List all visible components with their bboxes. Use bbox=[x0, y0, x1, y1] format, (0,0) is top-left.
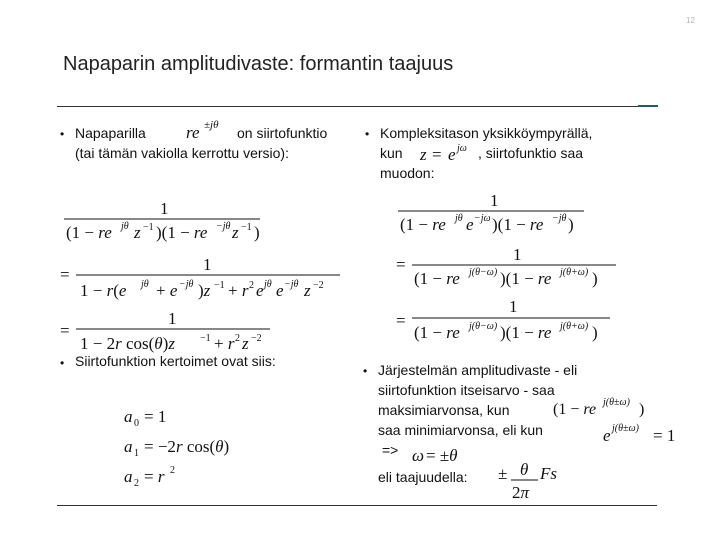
svg-text:z: z bbox=[420, 145, 427, 164]
svg-text:e: e bbox=[256, 281, 264, 300]
svg-text:=: = bbox=[60, 321, 70, 340]
svg-text:1: 1 bbox=[513, 245, 522, 264]
right-bullet2-arrow: => bbox=[382, 442, 399, 458]
svg-text:): ) bbox=[592, 323, 598, 342]
svg-text:j(θ+ω): j(θ+ω) bbox=[560, 321, 589, 332]
svg-text:1: 1 bbox=[490, 191, 499, 210]
right-bullet1-line2-suffix: , siirtofunktio saa bbox=[478, 145, 584, 161]
svg-text:jω: jω bbox=[457, 143, 467, 154]
svg-text:)(1 − re: )(1 − re bbox=[500, 269, 552, 288]
left-equation-1 bbox=[64, 198, 274, 242]
svg-text:1: 1 bbox=[203, 255, 212, 274]
title-divider bbox=[57, 106, 657, 107]
svg-text:+ e: + e bbox=[156, 281, 178, 300]
svg-text:+ r: + r bbox=[228, 281, 249, 300]
svg-text:−2: −2 bbox=[251, 333, 262, 344]
svg-text:): ) bbox=[639, 401, 645, 418]
right-equation-3 bbox=[396, 296, 621, 346]
left-bullet2: Siirtofunktion kertoimet ovat siis: bbox=[75, 353, 276, 369]
svg-text:e: e bbox=[603, 426, 611, 445]
svg-text:−jω: −jω bbox=[474, 213, 491, 224]
right-bullet2-line6: eli taajuudella: bbox=[378, 469, 468, 485]
svg-text:2: 2 bbox=[235, 333, 240, 344]
svg-text:2: 2 bbox=[249, 280, 254, 291]
svg-text:1 − r(e: 1 − r(e bbox=[80, 281, 127, 300]
svg-text:−jθ: −jθ bbox=[552, 213, 567, 224]
svg-text:(1 − re: (1 − re bbox=[400, 215, 446, 234]
right-bullet1-kun: kun bbox=[380, 145, 403, 161]
svg-text:±jθ: ±jθ bbox=[204, 119, 219, 131]
svg-text:a: a bbox=[124, 437, 133, 456]
right-bullet2-line2: siirtofunktion itseisarvo - saa bbox=[378, 382, 555, 398]
svg-text:−jθ: −jθ bbox=[284, 279, 299, 290]
right-bullet1-line3: muodon: bbox=[380, 165, 435, 181]
svg-text:z: z bbox=[232, 223, 239, 242]
right-bullet2-line3: maksimiarvonsa, kun bbox=[378, 402, 510, 418]
svg-text:±: ± bbox=[498, 464, 508, 483]
omega-expression bbox=[410, 444, 480, 468]
bullet-marker: • bbox=[365, 127, 370, 141]
page-number: 12 bbox=[686, 16, 695, 25]
svg-text:jθ: jθ bbox=[141, 279, 149, 290]
svg-text:z: z bbox=[242, 334, 249, 353]
min-factor-expression bbox=[551, 396, 651, 420]
svg-text:=: = bbox=[432, 145, 442, 164]
svg-text:1: 1 bbox=[509, 297, 518, 316]
slide-title: Napaparin amplitudivaste: formantin taajuus bbox=[63, 53, 454, 75]
svg-text:= 1: = 1 bbox=[653, 426, 676, 445]
svg-text:z: z bbox=[134, 223, 141, 242]
svg-text:1: 1 bbox=[168, 309, 177, 328]
svg-text:(1 − re: (1 − re bbox=[414, 323, 460, 342]
left-bullet1-suffix: on siirtofunktio bbox=[237, 125, 328, 141]
svg-text:j(θ+ω): j(θ+ω) bbox=[560, 267, 589, 278]
svg-text:j(θ−ω): j(θ−ω) bbox=[469, 321, 498, 332]
svg-text:−jθ: −jθ bbox=[179, 279, 194, 290]
svg-text:)(1 − re: )(1 − re bbox=[500, 323, 552, 342]
svg-text:e: e bbox=[448, 145, 456, 164]
svg-text:2π: 2π bbox=[512, 483, 530, 502]
svg-text:Fs: Fs bbox=[540, 464, 557, 483]
svg-text:jθ: jθ bbox=[264, 279, 272, 290]
svg-text:a: a bbox=[124, 407, 133, 426]
svg-text:= r: = r bbox=[144, 467, 165, 486]
left-equation-2 bbox=[60, 254, 345, 300]
svg-text:(1 − re: (1 − re bbox=[414, 269, 460, 288]
left-bullet1-line2: (tai tämän vakiolla kerrottu versio): bbox=[75, 145, 289, 161]
svg-text:(1 − re: (1 − re bbox=[553, 401, 597, 418]
svg-text:=: = bbox=[396, 255, 406, 274]
left-bullet1-prefix: Napaparilla bbox=[75, 125, 146, 141]
svg-text:)z: )z bbox=[198, 281, 211, 300]
svg-text:−1: −1 bbox=[143, 222, 154, 233]
svg-text:e: e bbox=[276, 281, 284, 300]
bullet-marker: • bbox=[363, 364, 368, 378]
svg-text:θ: θ bbox=[520, 460, 529, 479]
right-bullet2-line4: saa minimiarvonsa, eli kun bbox=[378, 422, 543, 438]
svg-text:−jθ: −jθ bbox=[216, 221, 231, 232]
title-divider-accent bbox=[638, 105, 658, 107]
svg-text:= 1: = 1 bbox=[144, 407, 167, 426]
svg-text:−1: −1 bbox=[200, 333, 211, 344]
right-bullet2-line1: Järjestelmän amplitudivaste - eli bbox=[378, 362, 578, 378]
svg-text:+ r: + r bbox=[214, 334, 235, 353]
bullet-marker: • bbox=[60, 356, 65, 370]
left-equation-3 bbox=[60, 308, 280, 354]
svg-text:2: 2 bbox=[170, 465, 175, 476]
bottom-divider bbox=[57, 505, 657, 506]
svg-text:−1: −1 bbox=[214, 280, 225, 291]
unit-circle-expression bbox=[416, 140, 486, 166]
right-bullet1-line1: Kompleksitason yksikköympyrällä, bbox=[380, 125, 593, 141]
svg-text:ω: ω bbox=[412, 446, 425, 465]
svg-text:0: 0 bbox=[134, 418, 139, 429]
svg-text:1: 1 bbox=[160, 199, 169, 218]
svg-text:=: = bbox=[396, 311, 406, 330]
coefficient-list bbox=[122, 402, 262, 492]
svg-text:(1 − re: (1 − re bbox=[66, 223, 112, 242]
svg-text:j(θ±ω): j(θ±ω) bbox=[612, 423, 639, 434]
svg-text:jθ: jθ bbox=[455, 213, 463, 224]
svg-text:2: 2 bbox=[134, 478, 139, 489]
svg-text:): ) bbox=[592, 269, 598, 288]
svg-text:−1: −1 bbox=[241, 222, 252, 233]
svg-text:=: = bbox=[60, 265, 70, 284]
svg-text:): ) bbox=[254, 223, 260, 242]
svg-text:)(1 − re: )(1 − re bbox=[156, 223, 208, 242]
svg-text:re: re bbox=[186, 123, 200, 142]
svg-text:z: z bbox=[304, 281, 311, 300]
svg-text:jθ: jθ bbox=[121, 221, 129, 232]
svg-text:a: a bbox=[124, 467, 133, 486]
condition-expression bbox=[601, 421, 693, 449]
svg-text:= −2r cos(θ): = −2r cos(θ) bbox=[144, 437, 230, 456]
svg-text:e: e bbox=[466, 215, 474, 234]
right-equation-2 bbox=[396, 244, 621, 288]
svg-text:): ) bbox=[568, 215, 574, 234]
right-equation-1 bbox=[398, 190, 598, 234]
svg-text:1 − 2r cos(θ)z: 1 − 2r cos(θ)z bbox=[80, 334, 175, 353]
svg-text:−2: −2 bbox=[313, 280, 324, 291]
svg-text:1: 1 bbox=[134, 448, 139, 459]
svg-text:j(θ−ω): j(θ−ω) bbox=[469, 267, 498, 278]
svg-text:)(1 − re: )(1 − re bbox=[492, 215, 544, 234]
bullet-marker: • bbox=[60, 127, 65, 141]
frequency-expression bbox=[496, 458, 566, 502]
svg-text:= ±θ: = ±θ bbox=[426, 446, 458, 465]
svg-text:j(θ±ω): j(θ±ω) bbox=[603, 397, 630, 408]
